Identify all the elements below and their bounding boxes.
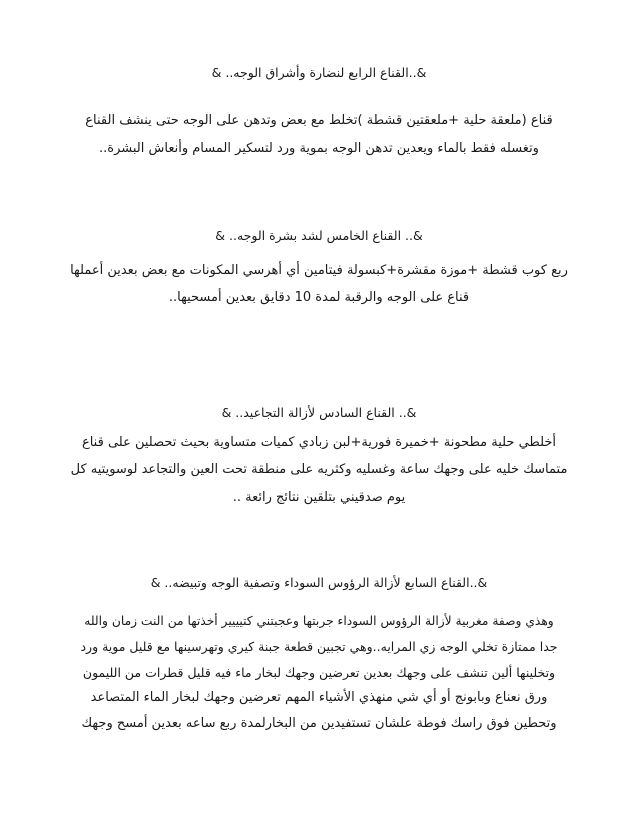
paragraph-line: وهذي وصفة مغربية لأزالة الرؤوس السوداء جربتها وعجبتني كتيييير أخذتها من النت زمان والله [84, 614, 554, 628]
paragraph-line: ورق نعناع وبابونج أو أي شي منهذي الأشياء المهم تعرضين وجهك لبخار الماء المتصاعد [90, 690, 548, 705]
section-heading: &..القناع السابع لأزالة الرؤوس السوداء وتصفية الوجه وتبيضه.. & [150, 575, 488, 590]
section-heading: &..القناع الرابع لنضارة وأشراق الوجه.. & [211, 65, 427, 80]
paragraph-line: وتغسله فقط بالماء ويعدين تدهن الوجه بموية ورد لتسكير المسام وأنعاش البشرة.. [99, 141, 539, 156]
paragraph-line: وتخلينها ألين تنشف على وجهك بعدين تعرضين وجهك لبخار ماء فيه قليل قطرات من الليمون [82, 665, 556, 680]
paragraph-line: قناع على الوجه والرقبة لمدة 10 دقايق بعدين أمسحيها.. [168, 290, 470, 305]
paragraph-line: أخلطي حلية مطحونة +خميرة فورية+لبن زبادي كميات متساوية بحيث تحصلين على قناع [81, 435, 557, 450]
paragraph-line: ربع كوب قشطة +موزة مقشرة+كبسولة فيتامين أي أهرسي المكونات مع بعض بعدين أعملها [70, 263, 568, 278]
paragraph-line: قناع (ملعقة حلية +ملعقتين قشطة )تخلط مع بعض وتدهن على الوجه حتى ينشف القناع [85, 113, 553, 128]
section-heading: &.. القناع السادس لأزالة التجاعيد.. & [221, 405, 417, 420]
paragraph-line: وتحطين فوق راسك فوطة علشان تستفيدين من البخارلمدة ربع ساعه بعدين أمسح وجهك [81, 716, 557, 731]
paragraph-line: يوم صدقيني بتلقين نتائج رائعة .. [232, 490, 406, 505]
paragraph-line: جدا ممتازة تخلي الوجه زي المرايه..وهي تجبين قطعة جبنة كيري وتهرسينها مع قليل موية ورد [80, 639, 558, 654]
paragraph-line: متماسك خليه على وجهك ساعة وغسليه وكثريه على منطقة تحت العين والتجاعد لوسويتيه كل [70, 462, 568, 477]
section-heading: &.. القناع الخامس لشد بشرة الوجه.. & [215, 228, 423, 243]
